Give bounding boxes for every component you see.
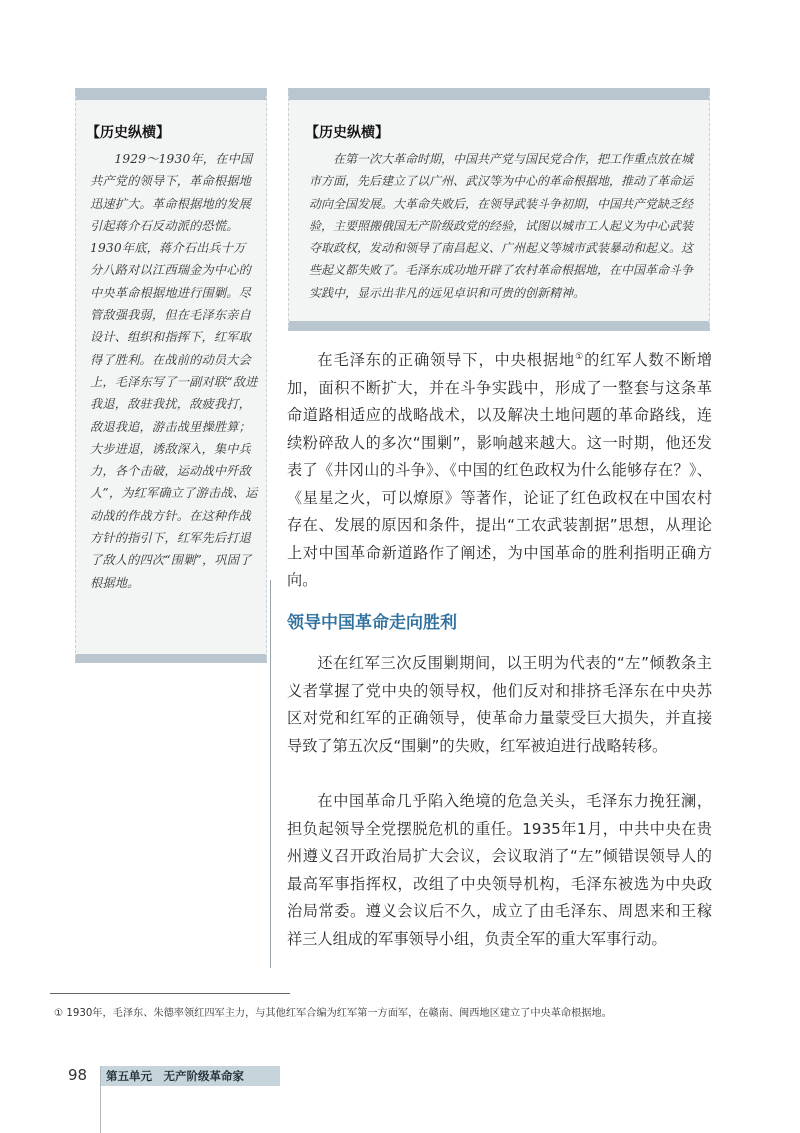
main-paragraph-1 xyxy=(287,347,712,595)
footnote-divider xyxy=(50,993,290,994)
main-paragraph-2: 还在红军三次反围剿期间，以王明为代表的“左”倾教条主义者掌握了党中央的领导权，他们反对和排挤毛泽东在中央苏区对党和红军的正确领导，使革命力量蒙受巨大损失，并直接导致了第五次反“围剿”的失败，红军被迫进行战略转移。 xyxy=(287,654,712,755)
top-history-box xyxy=(288,88,710,331)
margin-rule xyxy=(270,580,271,968)
top-box-header: 【历史纵横】 xyxy=(305,125,389,141)
p1-text-a: 在毛泽东的正确领导下，中央根据地 xyxy=(317,351,576,369)
footer-rule xyxy=(100,1066,101,1133)
footer-unit-label: 第五单元 无产阶级革命家 xyxy=(106,1069,244,1083)
sidebar-history-box xyxy=(75,88,267,663)
top-box-body: 在第一次大革命时期，中国共产党与国民党合作，把工作重点放在城市方面，先后建立了以广州、武汉等为中心的革命根据地，推动了革命运动向全国发展。大革命失败后，在领导武装斗争初期，中国共产党缺乏经验，主要照搬俄国无产阶级政党的经验，试图以城市工人起义为中心武装夺取政权，发动和领导了南昌起义、广州起义等城市武装暴动和起义。这些起义都失败了。毛泽东成功地开辟了农村革命根据地，在中国革命斗争实践中，显示出非凡的远见卓识和可贵的创新精神。 xyxy=(309,152,694,300)
p1-text-b: 的红军人数不断增加，面积不断扩大，并在斗争实践中，形成了一整套与这条革命道路相适应的战略战术，以及解决土地问题的革命路线，连续粉碎敌人的多次“围剿”，影响越来越大。这一时期，他还发表了《井冈山的斗争》、《中国的红色政权为什么能够存在？》、《星星之火，可以燎原》等著作，论证了红色政权在中国农村存在、发展的原因和条件，提出“工农武装割据”思想，从理论上对中国革命新道路作了阐述，为中国革命的胜利指明正确方向。 xyxy=(287,351,713,589)
page-number: 98 xyxy=(68,1066,88,1084)
section-title: 领导中国革命走向胜利 xyxy=(287,613,457,633)
footnote-ref[interactable]: ① xyxy=(575,351,585,362)
footnote: ① 1930年，毛泽东、朱德率领红四军主力，与其他红军合编为红军第一方面军，在赣南、闽西地区建立了中央革命根据地。 xyxy=(54,1008,612,1019)
sidebar-box-header: 【历史纵横】 xyxy=(86,125,170,141)
sidebar-box-body: 1929～1930年，在中国共产党的领导下，革命根据地迅速扩大。革命根据地的发展引起蒋介石反动派的恐慌。1930年底，蒋介石出兵十万分八路对以江西瑞金为中心的中央革命根据地进行围剿。尽管敌强我弱，但在毛泽东亲自设计、组织和指挥下，红军取得了胜利。在战前的动员大会上，毛泽东写了一副对联“敌进我退，敌驻我扰，敌疲我打，敌退我追，游击战里操胜算；大步进退，诱敌深入，集中兵力，各个击破，运动战中歼敌人”，为红军确立了游击战、运动战的作战方针。在这种作战方针的指引下，红军先后打退了敌人的四次“围剿”，巩固了根据地。 xyxy=(90,152,258,590)
main-paragraph-3: 在中国革命几乎陷入绝境的危急关头，毛泽东力挽狂澜，担负起领导全党摆脱危机的重任。1935年1月，中共中央在贵州遵义召开政治局扩大会议，会议取消了“左”倾错误领导人的最高军事指挥权，改组了中央领导机构，毛泽东被选为中央政治局常委。遵义会议后不久，成立了由毛泽东、周恩来和王稼祥三人组成的军事领导小组，负责全军的重大军事行动。 xyxy=(287,792,712,948)
